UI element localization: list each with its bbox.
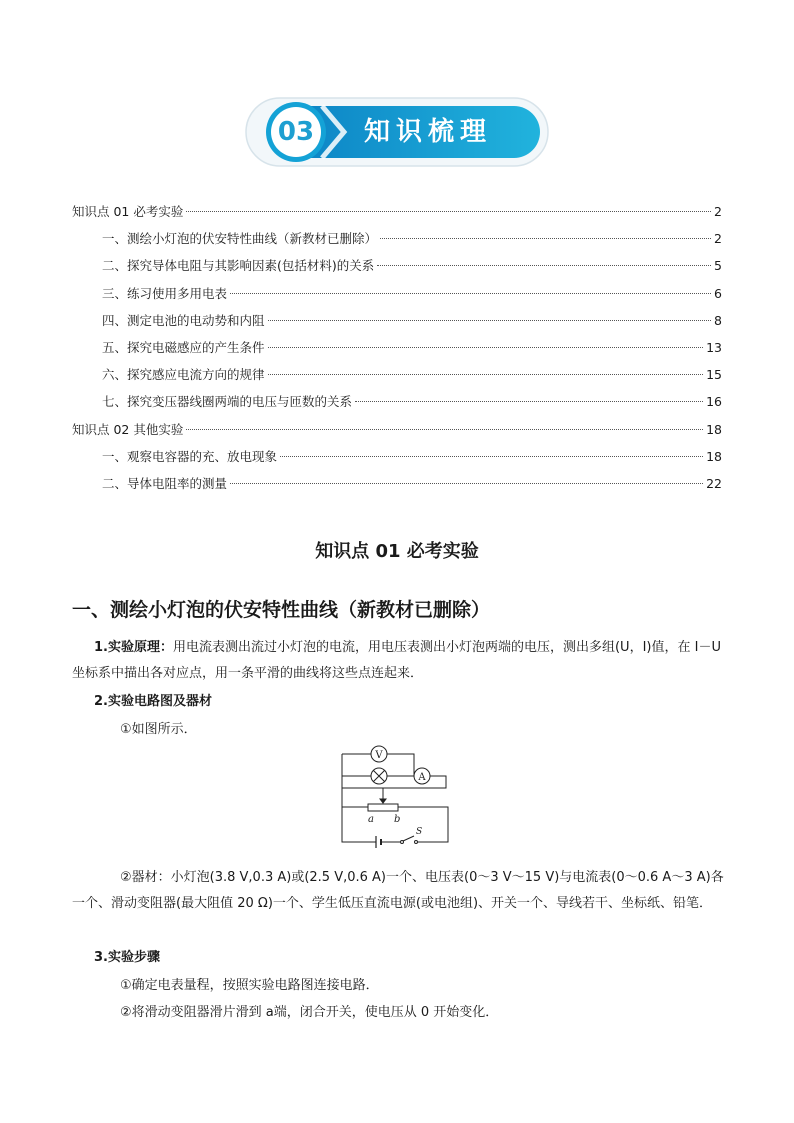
toc-text: 六、探究感应电流方向的规律 (102, 367, 265, 383)
ammeter-label: A (418, 772, 426, 783)
rheostat-end-b: b (394, 814, 401, 825)
toc-entry[interactable] (72, 311, 722, 338)
toc-leader (377, 265, 711, 266)
paragraph-circuit-heading (72, 689, 728, 715)
toc-page: 22 (706, 475, 722, 491)
toc-page: 5 (714, 258, 722, 274)
toc-entry[interactable] (72, 338, 722, 365)
circuit-wire (342, 776, 446, 788)
toc-text: 二、导体电阻率的测量 (102, 475, 228, 491)
banner-title: 知识梳理 (364, 117, 493, 147)
heading-section: 一、测绘小灯泡的伏安特性曲线（新教材已删除） (72, 599, 491, 621)
toc-text: 四、测定电池的电动势和内阻 (102, 312, 265, 328)
toc-leader (230, 483, 703, 484)
toc-leader (186, 211, 711, 212)
circuit-wire (398, 807, 448, 842)
toc-entry[interactable] (72, 420, 722, 447)
toc-page: 6 (714, 285, 722, 301)
toc-text: 五、探究电磁感应的产生条件 (102, 339, 265, 355)
table-of-contents (72, 202, 722, 501)
paragraph-equipment: ②器材：小灯泡(3.8 V,0.3 A)或(2.5 V,0.6 A)一个、电压表(0～3 V～15 V)与电流表(0～0.6 A～3 A)各一个、滑动变阻器(最大阻值 20 Ω)一个、学生低压直流电源(或电池组)、开关一个、导线若干、坐标纸、铅笔． (72, 870, 724, 911)
toc-page: 15 (706, 367, 722, 383)
circuit-heading-label: 2.实验电路图及器材 (94, 694, 212, 709)
rheostat-end-a: a (368, 814, 374, 825)
toc-leader (230, 293, 711, 294)
toc-entry[interactable] (72, 284, 722, 311)
toc-page: 18 (706, 421, 722, 437)
toc-leader (380, 238, 711, 239)
toc-page: 18 (706, 448, 722, 464)
paragraph-step-2: ②将滑动变阻器滑片滑到 a端，闭合开关，使电压从 0 开始变化． (120, 1005, 499, 1020)
toc-entry[interactable] (72, 202, 722, 229)
switch-label: S (416, 827, 423, 837)
toc-text: 知识点 02 其他实验 (72, 421, 184, 437)
toc-page: 2 (714, 204, 722, 219)
principle-label: 1.实验原理： (94, 640, 173, 655)
toc-page: 16 (706, 394, 722, 410)
toc-entry[interactable] (72, 474, 722, 501)
rheostat (368, 804, 398, 811)
toc-text: 三、练习使用多用电表 (102, 285, 228, 301)
heading-knowledge-point: 知识点 01 必考实验 (315, 541, 479, 562)
paragraph-figure-ref: ①如图所示． (120, 722, 197, 737)
toc-entry[interactable] (72, 256, 722, 283)
circuit-diagram (330, 744, 458, 856)
rheostat-slider (380, 799, 386, 803)
toc-leader (280, 456, 703, 457)
switch-contact (415, 841, 418, 844)
toc-entry[interactable] (72, 365, 722, 392)
steps-heading-label: 3.实验步骤 (94, 950, 160, 965)
toc-text: 一、观察电容器的充、放电现象 (102, 448, 278, 464)
circuit-wire (387, 754, 414, 776)
toc-entry[interactable] (72, 229, 722, 256)
toc-leader (268, 320, 712, 321)
toc-page: 2 (714, 231, 722, 247)
principle-text: 用电流表测出流过小灯泡的电流，用电压表测出小灯泡两端的电压，测出多组(U，I)值，在 I－U坐标系中描出各对应点，用一条平滑的曲线将这些点连起来． (72, 640, 721, 681)
toc-text: 七、探究变压器线圈两端的电压与匝数的关系 (102, 394, 353, 410)
toc-entry[interactable] (72, 392, 722, 419)
switch-lever (403, 836, 414, 841)
banner-number: 03 (277, 117, 315, 147)
toc-page: 8 (714, 312, 722, 328)
toc-entry[interactable] (72, 447, 722, 474)
paragraph-steps-heading (72, 945, 728, 971)
toc-page: 13 (706, 339, 722, 355)
toc-text: 一、测绘小灯泡的伏安特性曲线（新教材已删除） (102, 231, 378, 247)
toc-leader (355, 401, 703, 402)
circuit-wire (342, 754, 370, 842)
voltmeter-label: V (375, 750, 383, 761)
toc-leader (268, 374, 704, 375)
toc-text: 二、探究导体电阻与其影响因素(包括材料)的关系 (102, 258, 375, 274)
paragraph-step-1: ①确定电表量程，按照实验电路图连接电路． (120, 978, 379, 993)
paragraph-principle (72, 635, 728, 687)
toc-leader (186, 429, 703, 430)
toc-leader (268, 347, 704, 348)
toc-text: 知识点 01 必考实验 (72, 204, 184, 219)
section-banner (244, 96, 550, 168)
